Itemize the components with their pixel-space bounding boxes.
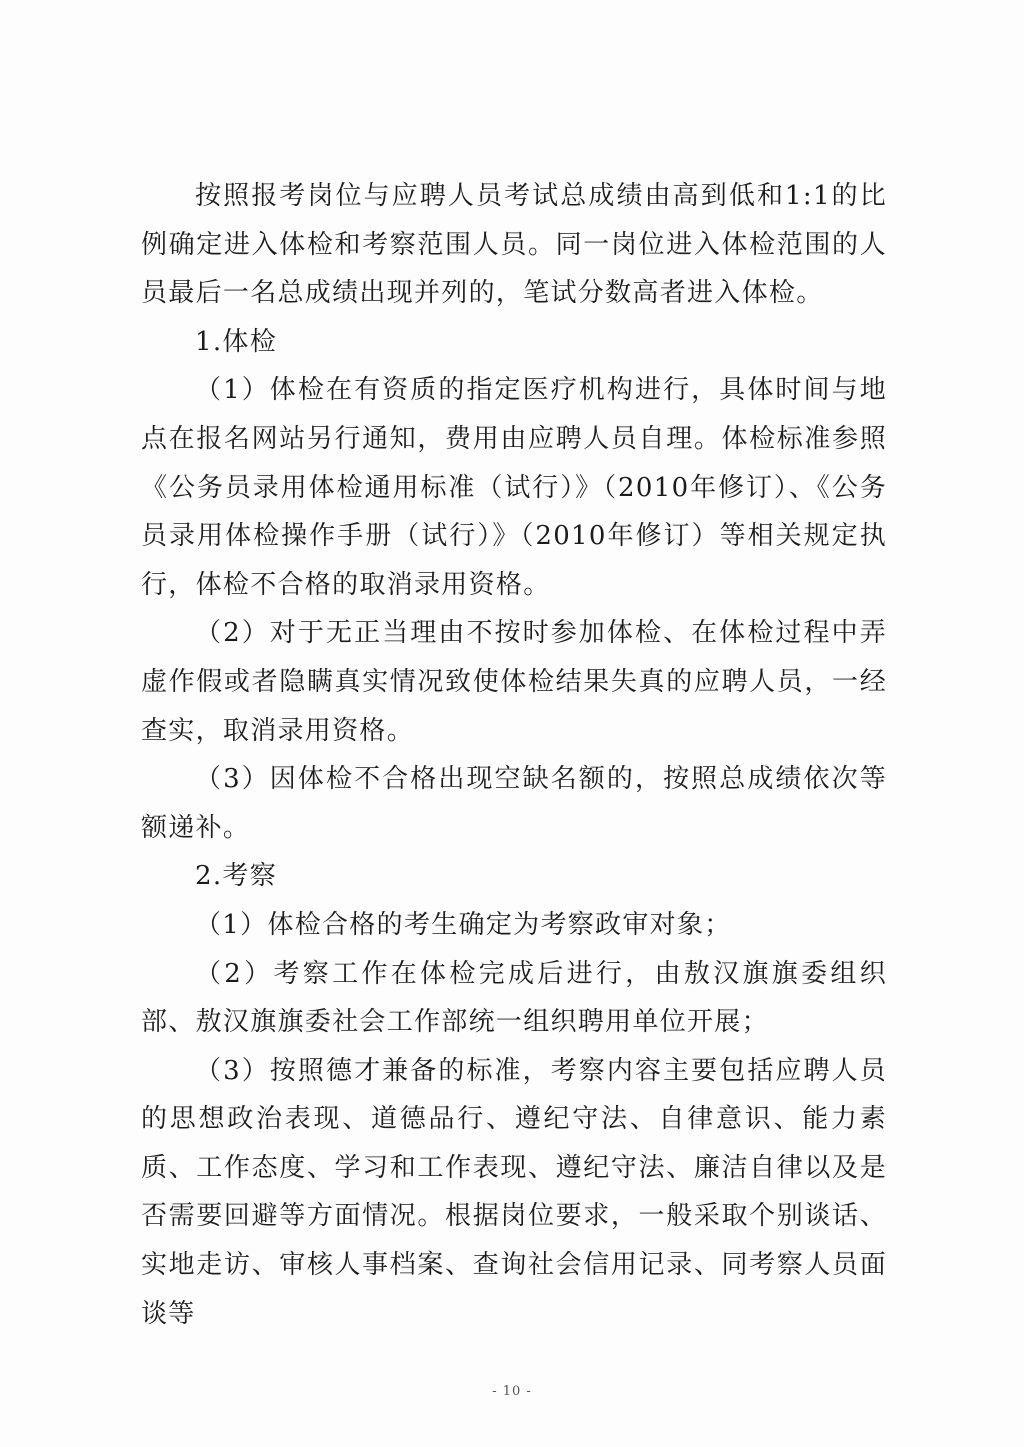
paragraph-exam-3: （3）因体检不合格出现空缺名额的，按照总成绩依次等额递补。 xyxy=(141,764,887,843)
heading-physical-exam: 1.体检 xyxy=(195,326,278,357)
page-number: - 10 - xyxy=(492,1384,532,1399)
document-body xyxy=(141,172,887,1338)
paragraph-inspection-3: （3）按照德才兼备的标准，考察内容主要包括应聘人员的思想政治表现、道德品行、遵纪守法、自律意识、能力素质、工作态度、学习和工作表现、遵纪守法、廉洁自律以及是否需要回避等方面情况。根据岗位要求，一般采取个别谈话、实地走访、审核人事档案、查询社会信用记录、同考察人员面谈等 xyxy=(141,1055,887,1329)
paragraph-exam-1: （1）体检在有资质的指定医疗机构进行，具体时间与地点在报名网站另行通知，费用由应聘人员自理。体检标准参照《公务员录用体检通用标准（试行）》（2010年修订）、《公务员录用体检操作手册（试行）》（2010年修订）等相关规定执行，体检不合格的取消录用资格。 xyxy=(141,375,887,600)
paragraph-exam-2: （2）对于无正当理由不按时参加体检、在体检过程中弄虚作假或者隐瞒真实情况致使体检结果失真的应聘人员，一经查实，取消录用资格。 xyxy=(141,618,887,746)
paragraph-selection-ratio: 按照报考岗位与应聘人员考试总成绩由高到低和1:1的比例确定进入体检和考察范围人员。同一岗位进入体检范围的人员最后一名总成绩出现并列的，笔试分数高者进入体检。 xyxy=(141,181,887,309)
paragraph-inspection-2: （2）考察工作在体检完成后进行，由敖汉旗旗委组织部、敖汉旗旗委社会工作部统一组织聘用单位开展； xyxy=(141,958,887,1038)
paragraph-inspection-1: （1）体检合格的考生确定为考察政审对象； xyxy=(195,909,732,940)
heading-inspection: 2.考察 xyxy=(195,861,278,892)
